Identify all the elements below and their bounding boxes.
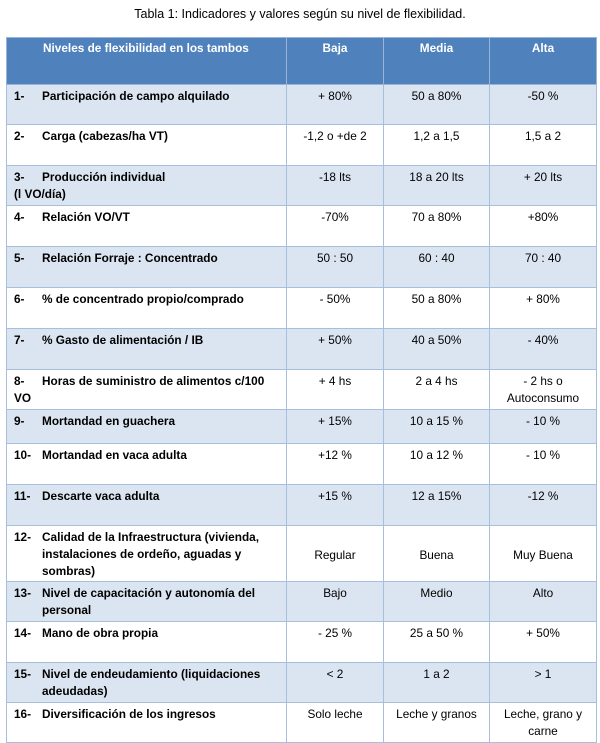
cell-alta: > 1	[490, 663, 597, 703]
cell-alta: + 20 lts	[490, 166, 597, 206]
row-label: 1- Participación de campo alquilado	[7, 85, 287, 125]
row-label: 2- Carga (cabezas/ha VT)	[7, 125, 287, 166]
table-row	[7, 206, 597, 247]
cell-media: 60 : 40	[384, 247, 490, 288]
table-caption: Tabla 1: Indicadores y valores según su nivel de flexibilidad.	[134, 7, 466, 21]
header-alta: Alta	[490, 38, 597, 85]
header-baja: Baja	[287, 38, 384, 85]
header-row	[7, 38, 597, 85]
cell-alta: + 80%	[490, 288, 597, 329]
row-label: 11- Descarte vaca adulta	[7, 485, 287, 526]
header-niveles: Niveles de flexibilidad en los tambos	[7, 38, 287, 85]
cell-alta: +80%	[490, 206, 597, 247]
cell-media: 10 a 15 %	[384, 410, 490, 444]
cell-media: 10 a 12 %	[384, 444, 490, 485]
cell-alta: - 10 %	[490, 410, 597, 444]
row-label: 8- Horas de suministro de alimentos c/100 VO	[7, 370, 287, 410]
table-row	[7, 125, 597, 166]
row-label: 5- Relación Forraje : Concentrado	[7, 247, 287, 288]
table-row	[7, 703, 597, 743]
cell-alta: 1,5 a 2	[490, 125, 597, 166]
cell-baja: -18 lts	[287, 166, 384, 206]
cell-baja: Regular	[287, 526, 384, 582]
cell-alta: - 2 hs o Autoconsumo	[490, 370, 597, 410]
cell-media: 2 a 4 hs	[384, 370, 490, 410]
cell-alta: -50 %	[490, 85, 597, 125]
cell-baja: - 25 %	[287, 622, 384, 663]
table-row	[7, 370, 597, 410]
cell-baja: Solo leche	[287, 703, 384, 743]
table-row	[7, 247, 597, 288]
table-row	[7, 288, 597, 329]
cell-alta: 70 : 40	[490, 247, 597, 288]
row-label: 16- Diversificación de los ingresos	[7, 703, 287, 743]
row-label: 13- Nivel de capacitación y autonomía del personal	[7, 582, 287, 622]
cell-media: 50 a 80%	[384, 288, 490, 329]
cell-baja: + 15%	[287, 410, 384, 444]
cell-alta: - 10 %	[490, 444, 597, 485]
cell-baja: +15 %	[287, 485, 384, 526]
table-row	[7, 663, 597, 703]
cell-media: 18 a 20 lts	[384, 166, 490, 206]
cell-media: 50 a 80%	[384, 85, 490, 125]
table-row	[7, 622, 597, 663]
header-media: Media	[384, 38, 490, 85]
table-row	[7, 526, 597, 582]
cell-alta: Leche, grano y carne	[490, 703, 597, 743]
table-row	[7, 329, 597, 370]
cell-alta: Alto	[490, 582, 597, 622]
cell-baja: + 50%	[287, 329, 384, 370]
table-row	[7, 85, 597, 125]
cell-baja: + 4 hs	[287, 370, 384, 410]
cell-alta: + 50%	[490, 622, 597, 663]
cell-alta: Muy Buena	[490, 526, 597, 582]
row-label: 9- Mortandad en guachera	[7, 410, 287, 444]
cell-alta: -12 %	[490, 485, 597, 526]
cell-media: Leche y granos	[384, 703, 490, 743]
row-label: 15- Nivel de endeudamiento (liquidaciones adeudadas)	[7, 663, 287, 703]
row-label: 14- Mano de obra propia	[7, 622, 287, 663]
cell-baja: 50 : 50	[287, 247, 384, 288]
table-row	[7, 485, 597, 526]
cell-media: 1,2 a 1,5	[384, 125, 490, 166]
row-label: 6- % de concentrado propio/comprado	[7, 288, 287, 329]
cell-media: 25 a 50 %	[384, 622, 490, 663]
table-row	[7, 410, 597, 444]
cell-media: 40 a 50%	[384, 329, 490, 370]
table-row	[7, 166, 597, 206]
table-row	[7, 444, 597, 485]
row-label: 4- Relación VO/VT	[7, 206, 287, 247]
cell-media: 1 a 2	[384, 663, 490, 703]
cell-media: 12 a 15%	[384, 485, 490, 526]
cell-baja: -70%	[287, 206, 384, 247]
cell-media: 70 a 80%	[384, 206, 490, 247]
table-row	[7, 582, 597, 622]
row-label: 12- Calidad de la Infraestructura (vivienda, instalaciones de ordeño, aguadas y sombras)	[7, 526, 287, 582]
cell-media: Medio	[384, 582, 490, 622]
cell-baja: +12 %	[287, 444, 384, 485]
cell-baja: -1,2 o +de 2	[287, 125, 384, 166]
cell-media: Buena	[384, 526, 490, 582]
cell-baja: Bajo	[287, 582, 384, 622]
row-label: 3- Producción individual (l VO/día)	[7, 166, 287, 206]
cell-baja: + 80%	[287, 85, 384, 125]
cell-baja: < 2	[287, 663, 384, 703]
row-label: 10- Mortandad en vaca adulta	[7, 444, 287, 485]
row-label: 7- % Gasto de alimentación / IB	[7, 329, 287, 370]
cell-baja: - 50%	[287, 288, 384, 329]
cell-alta: - 40%	[490, 329, 597, 370]
flexibility-table	[6, 37, 597, 743]
